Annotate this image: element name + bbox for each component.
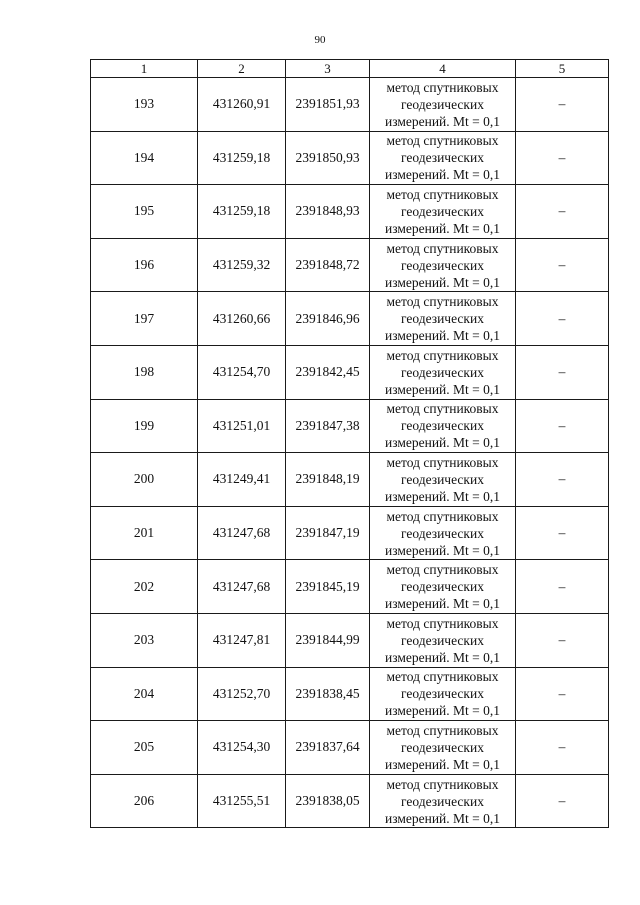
method-cell — [370, 453, 516, 507]
method-line: метод спутниковых — [386, 615, 499, 631]
method-cell — [370, 667, 516, 721]
point-number-cell: 199 — [91, 399, 198, 453]
table-row — [91, 399, 609, 453]
method-cell — [370, 345, 516, 399]
method-cell — [370, 185, 516, 239]
page-number: 90 — [314, 34, 326, 46]
x-coordinate-cell: 431259,18 — [198, 131, 286, 185]
point-number-cell: 205 — [91, 721, 198, 775]
method-line: измерений. Mt = 0,1 — [384, 220, 501, 236]
method-line: измерений. Mt = 0,1 — [384, 596, 501, 612]
note-cell: – — [516, 292, 609, 346]
note-cell: – — [516, 721, 609, 775]
method-line: геодезических — [401, 471, 484, 487]
x-coordinate-cell: 431247,81 — [198, 613, 286, 667]
table-row — [91, 667, 609, 721]
table-row — [91, 453, 609, 507]
y-coordinate-cell: 2391850,93 — [286, 131, 370, 185]
y-coordinate-cell: 2391848,19 — [286, 453, 370, 507]
table-row — [91, 345, 609, 399]
method-cell — [370, 506, 516, 560]
y-coordinate-cell: 2391848,93 — [286, 185, 370, 239]
note-cell: – — [516, 78, 609, 132]
x-coordinate-cell: 431247,68 — [198, 560, 286, 614]
column-header-5: 5 — [516, 60, 609, 78]
x-coordinate-cell: 431259,32 — [198, 238, 286, 292]
point-number-cell: 198 — [91, 345, 198, 399]
y-coordinate-cell: 2391845,19 — [286, 560, 370, 614]
table-header-row — [91, 60, 609, 78]
method-line: измерений. Mt = 0,1 — [384, 488, 501, 504]
point-number-cell: 201 — [91, 506, 198, 560]
method-line: метод спутниковых — [386, 722, 499, 738]
method-line: метод спутниковых — [386, 508, 499, 524]
table-row — [91, 774, 609, 828]
point-number-cell: 203 — [91, 613, 198, 667]
y-coordinate-cell: 2391851,93 — [286, 78, 370, 132]
method-line: метод спутниковых — [386, 347, 499, 363]
table-row — [91, 292, 609, 346]
method-line: метод спутниковых — [386, 294, 499, 310]
point-number-cell: 196 — [91, 238, 198, 292]
x-coordinate-cell: 431254,30 — [198, 721, 286, 775]
method-line: измерений. Mt = 0,1 — [384, 542, 501, 558]
method-line: геодезических — [401, 525, 484, 541]
method-line: метод спутниковых — [386, 79, 499, 95]
point-number-cell: 204 — [91, 667, 198, 721]
note-cell: – — [516, 345, 609, 399]
method-cell — [370, 131, 516, 185]
method-line: метод спутниковых — [386, 562, 499, 578]
table-row — [91, 560, 609, 614]
column-header-1: 1 — [91, 60, 198, 78]
note-cell: – — [516, 667, 609, 721]
y-coordinate-cell: 2391846,96 — [286, 292, 370, 346]
x-coordinate-cell: 431252,70 — [198, 667, 286, 721]
y-coordinate-cell: 2391847,19 — [286, 506, 370, 560]
y-coordinate-cell: 2391848,72 — [286, 238, 370, 292]
x-coordinate-cell: 431251,01 — [198, 399, 286, 453]
method-line: метод спутниковых — [386, 133, 499, 149]
method-line: геодезических — [401, 739, 484, 755]
note-cell: – — [516, 774, 609, 828]
table-row — [91, 131, 609, 185]
x-coordinate-cell: 431255,51 — [198, 774, 286, 828]
note-cell: – — [516, 238, 609, 292]
method-cell — [370, 774, 516, 828]
point-number-cell: 197 — [91, 292, 198, 346]
y-coordinate-cell: 2391842,45 — [286, 345, 370, 399]
table-row — [91, 613, 609, 667]
method-line: измерений. Mt = 0,1 — [384, 649, 501, 665]
method-line: измерений. Mt = 0,1 — [384, 810, 501, 826]
method-cell — [370, 238, 516, 292]
table-row — [91, 721, 609, 775]
coordinates-table — [90, 59, 609, 828]
method-cell — [370, 399, 516, 453]
note-cell: – — [516, 453, 609, 507]
y-coordinate-cell: 2391838,45 — [286, 667, 370, 721]
method-line: метод спутниковых — [386, 240, 499, 256]
method-line: геодезических — [401, 418, 484, 434]
y-coordinate-cell: 2391838,05 — [286, 774, 370, 828]
note-cell: – — [516, 399, 609, 453]
point-number-cell: 193 — [91, 78, 198, 132]
method-line: геодезических — [401, 96, 484, 112]
method-line: измерений. Mt = 0,1 — [384, 756, 501, 772]
method-cell — [370, 292, 516, 346]
method-line: геодезических — [401, 686, 484, 702]
method-line: геодезических — [401, 150, 484, 166]
column-header-4: 4 — [370, 60, 516, 78]
x-coordinate-cell: 431260,66 — [198, 292, 286, 346]
method-line: измерений. Mt = 0,1 — [384, 435, 501, 451]
method-line: метод спутниковых — [386, 186, 499, 202]
method-line: измерений. Mt = 0,1 — [384, 703, 501, 719]
method-cell — [370, 613, 516, 667]
method-line: геодезических — [401, 632, 484, 648]
method-line: геодезических — [401, 257, 484, 273]
point-number-cell: 200 — [91, 453, 198, 507]
column-header-3: 3 — [286, 60, 370, 78]
table-row — [91, 506, 609, 560]
y-coordinate-cell: 2391847,38 — [286, 399, 370, 453]
method-cell — [370, 78, 516, 132]
method-line: геодезических — [401, 311, 484, 327]
table-row — [91, 185, 609, 239]
point-number-cell: 202 — [91, 560, 198, 614]
x-coordinate-cell: 431247,68 — [198, 506, 286, 560]
method-line: геодезических — [401, 364, 484, 380]
method-line: измерений. Mt = 0,1 — [384, 167, 501, 183]
method-line: метод спутниковых — [386, 776, 499, 792]
point-number-cell: 195 — [91, 185, 198, 239]
method-cell — [370, 560, 516, 614]
method-line: измерений. Mt = 0,1 — [384, 274, 501, 290]
point-number-cell: 206 — [91, 774, 198, 828]
y-coordinate-cell: 2391844,99 — [286, 613, 370, 667]
y-coordinate-cell: 2391837,64 — [286, 721, 370, 775]
table-body — [91, 78, 609, 828]
method-line: измерений. Mt = 0,1 — [384, 113, 501, 129]
table-row — [91, 78, 609, 132]
column-header-2: 2 — [198, 60, 286, 78]
note-cell: – — [516, 560, 609, 614]
note-cell: – — [516, 185, 609, 239]
method-line: метод спутниковых — [386, 401, 499, 417]
x-coordinate-cell: 431254,70 — [198, 345, 286, 399]
method-line: измерений. Mt = 0,1 — [384, 328, 501, 344]
x-coordinate-cell: 431260,91 — [198, 78, 286, 132]
note-cell: – — [516, 613, 609, 667]
point-number-cell: 194 — [91, 131, 198, 185]
table-row — [91, 238, 609, 292]
method-line: геодезических — [401, 579, 484, 595]
method-line: метод спутниковых — [386, 454, 499, 470]
method-line: измерений. Mt = 0,1 — [384, 381, 501, 397]
note-cell: – — [516, 506, 609, 560]
method-line: геодезических — [401, 793, 484, 809]
method-line: метод спутниковых — [386, 669, 499, 685]
method-line: геодезических — [401, 203, 484, 219]
method-cell — [370, 721, 516, 775]
x-coordinate-cell: 431259,18 — [198, 185, 286, 239]
note-cell: – — [516, 131, 609, 185]
x-coordinate-cell: 431249,41 — [198, 453, 286, 507]
